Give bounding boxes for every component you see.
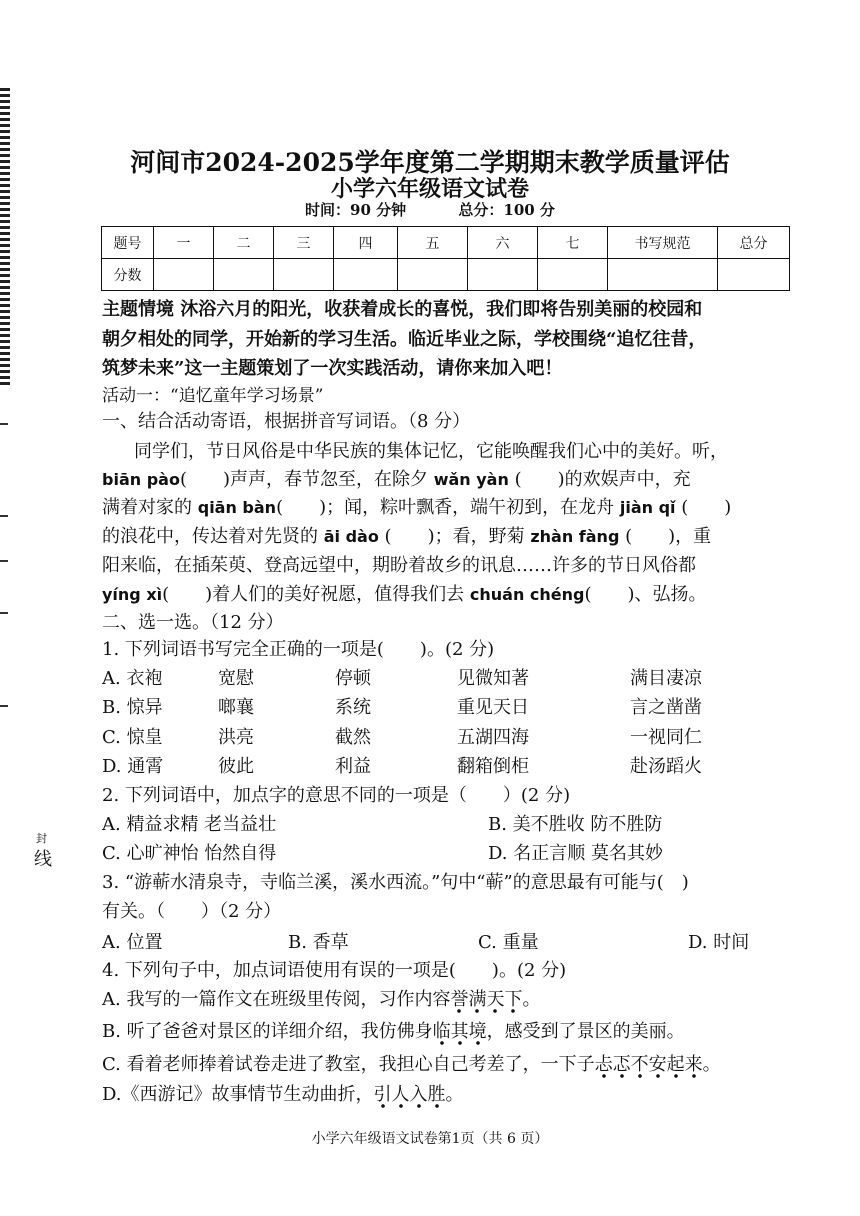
passage-text: ( )，重: [619, 526, 712, 547]
intro-line: 筑梦未来”这一主题策划了一次实践活动，请你来加入吧！: [102, 358, 563, 379]
dotted-phrase: 誉满天下: [450, 989, 522, 1014]
row-label-cell: 分数: [102, 259, 154, 291]
q4-option-d: [102, 1081, 464, 1109]
q4-option-b: [102, 1018, 685, 1046]
passage-text: ( )声声，春节忽至，在除夕: [179, 469, 434, 490]
passage-text: 的浪花中，传达着对先贤的: [102, 526, 324, 547]
q1-word: 满目凄凉: [630, 668, 702, 689]
score-cell[interactable]: [398, 259, 468, 291]
pinyin: zhàn fàng: [530, 527, 620, 546]
header-cell: 书写规范: [608, 227, 718, 259]
header-cell: 一: [154, 227, 214, 259]
q1-word: 洪亮: [218, 727, 254, 748]
binding-edge: [0, 88, 10, 388]
pinyin: āi dào: [323, 527, 379, 546]
total-score-label: 总分：100 分: [458, 201, 555, 219]
q2-option-d: D. 名正言顺 莫名其妙: [488, 843, 663, 864]
margin-tick: [0, 423, 8, 425]
section2-heading: 二、选一选。（12 分）: [102, 612, 284, 633]
margin-tick: [0, 515, 8, 517]
option-text: D.《西游记》故事情节生动曲折，: [102, 1084, 374, 1105]
q1-word: 言之凿凿: [630, 697, 702, 718]
score-cell[interactable]: [214, 259, 274, 291]
time-label: 时间：90 分钟: [305, 201, 407, 219]
option-text: C. 看着老师捧着试卷走进了教室，我担心自己考差了，一下子: [102, 1054, 595, 1075]
q1-option-d: D. 通霄: [102, 756, 164, 777]
question-stem: 2. 下列词语中，加点字的意思不同的一项是（ ）(2 分): [102, 785, 571, 806]
dotted-phrase: 临其境: [433, 1021, 487, 1046]
passage-text: ( )、弘扬。: [584, 584, 707, 605]
score-cell[interactable]: [274, 259, 334, 291]
passage-line: 同学们，节日风俗是中华民族的集体记忆，它能唤醒我们心中的美好。听，: [134, 441, 728, 462]
passage-line: [102, 523, 711, 551]
q2-option-a: A. 精益求精 老当益壮: [102, 814, 277, 835]
exam-meta: [0, 199, 860, 220]
question-stem-cont: 有关。（ ）（2 分）: [102, 901, 282, 922]
page-footer: 小学六年级语文试卷第1页（共 6 页）: [311, 1131, 549, 1147]
score-cell[interactable]: [718, 259, 790, 291]
score-cell[interactable]: [334, 259, 398, 291]
q3-option-b: B. 香草: [288, 932, 349, 953]
pinyin: biān pào: [102, 470, 180, 489]
margin-seal-mark: 封: [36, 832, 46, 845]
passage-text: ( )；看，野菊: [378, 526, 531, 547]
margin-tick: [0, 612, 8, 614]
q1-word: 利益: [335, 756, 371, 777]
option-text: 。: [522, 989, 541, 1010]
option-text: 。: [702, 1054, 721, 1075]
dotted-phrase: 忐忑不安起来: [595, 1054, 703, 1079]
passage-text: ( )；闻，粽叶飘香，端午初到，在龙舟: [276, 497, 620, 518]
score-table-score-row: [102, 259, 790, 291]
activity-title: 活动一：“追忆童年学习场景”: [102, 386, 324, 406]
q3-option-a: A. 位置: [102, 932, 163, 953]
q1-word: 见微知著: [457, 668, 529, 689]
question-stem: 1. 下列词语书写完全正确的一项是( )。(2 分): [102, 639, 495, 660]
header-cell: 七: [538, 227, 608, 259]
pinyin: qiān bàn: [197, 498, 277, 517]
q1-word: 停顿: [335, 668, 371, 689]
section1-heading: 一、结合活动寄语，根据拼音写词语。（8 分）: [102, 411, 471, 432]
header-cell: 题号: [102, 227, 154, 259]
margin-line-mark: 线: [34, 849, 52, 870]
q1-option-a: A. 衣袍: [102, 668, 163, 689]
option-text: 。: [445, 1084, 464, 1105]
margin-tick: [0, 560, 8, 562]
header-cell: 五: [398, 227, 468, 259]
q1-option-b: B. 惊异: [102, 697, 163, 718]
q3-option-c: C. 重量: [478, 932, 539, 953]
q1-word: 五湖四海: [457, 727, 529, 748]
exam-subtitle: 小学六年级语文试卷: [330, 176, 529, 202]
q4-option-c: [102, 1051, 721, 1079]
option-text: B. 听了爸爸对景区的详细介绍，我仿佛身: [102, 1021, 433, 1042]
passage-line: [102, 466, 691, 494]
passage-text: ( ): [675, 497, 732, 518]
question-stem: 3. “游蕲水清泉寺，寺临兰溪，溪水西流。”句中“蕲”的意思最有可能与( ): [102, 872, 689, 893]
option-text: ，感受到了景区的美丽。: [486, 1021, 685, 1042]
exam-title: 河间市2024-2025学年度第二学期期末教学质量评估: [130, 148, 730, 177]
q1-word: 赴汤蹈火: [630, 756, 702, 777]
intro-line: 主题情境 沐浴六月的阳光，收获着成长的喜悦，我们即将告别美丽的校园和: [102, 299, 703, 320]
q1-word: 重见天日: [457, 697, 529, 718]
passage-line: [102, 494, 731, 522]
q1-word: 系统: [335, 697, 371, 718]
score-cell[interactable]: [538, 259, 608, 291]
q1-word: 彼此: [218, 756, 254, 777]
q1-word: 宽慰: [218, 668, 254, 689]
q1-word: 啷襄: [218, 697, 254, 718]
header-cell: 六: [468, 227, 538, 259]
q1-word: 截然: [335, 727, 371, 748]
pinyin: yíng xì: [102, 585, 163, 604]
score-cell[interactable]: [608, 259, 718, 291]
pinyin: wǎn yàn: [433, 470, 509, 489]
q2-option-b: B. 美不胜收 防不胜防: [488, 814, 663, 835]
margin-tick: [0, 705, 8, 707]
q2-option-c: C. 心旷神怡 怡然自得: [102, 843, 277, 864]
q1-word: 一视同仁: [630, 727, 702, 748]
q4-option-a: [102, 986, 540, 1014]
q1-word: 翻箱倒柜: [457, 756, 529, 777]
intro-line: 朝夕相处的同学，开始新的学习生活。临近毕业之际，学校围绕“追忆往昔，: [102, 329, 707, 350]
q1-option-c: C. 惊皇: [102, 727, 163, 748]
q3-option-d: D. 时间: [688, 932, 750, 953]
header-cell: 四: [334, 227, 398, 259]
score-cell[interactable]: [154, 259, 214, 291]
header-cell: 二: [214, 227, 274, 259]
passage-line: 阳来临，在插茱萸、登高远望中，期盼着故乡的讯息……许多的节日风俗都: [102, 555, 696, 576]
pinyin: jiàn qǐ: [619, 498, 676, 517]
pinyin: chuán chéng: [469, 585, 585, 604]
passage-text: ( )着人们的美好祝愿，值得我们去: [162, 584, 470, 605]
option-text: A. 我写的一篇作文在班级里传阅，习作内容: [102, 989, 451, 1010]
score-table: [101, 226, 790, 291]
header-cell: 总分: [718, 227, 790, 259]
score-cell[interactable]: [468, 259, 538, 291]
score-table-header-row: [102, 227, 790, 259]
question-stem: 4. 下列句子中，加点词语使用有误的一项是( )。(2 分): [102, 960, 567, 981]
passage-line: [102, 581, 707, 609]
passage-text: ( )的欢娱声中，充: [508, 469, 691, 490]
passage-text: 满着对家的: [102, 497, 198, 518]
header-cell: 三: [274, 227, 334, 259]
dotted-phrase: 引人入胜: [374, 1084, 446, 1109]
